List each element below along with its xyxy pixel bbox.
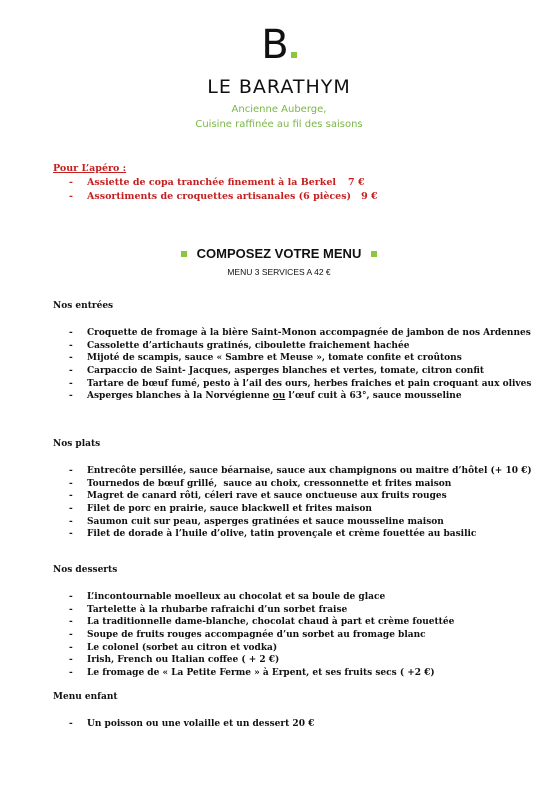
item-text: Tartare de bœuf fumé, pesto à l’ail des ours, herbes fraiches et pain croquant aux olives [87,378,532,389]
list-item: - Carpaccio de Saint- Jacques, asperges blanches et vertes, tomate, citron confit [69,366,485,377]
list-item: - Croquette de fromage à la bière Saint-Monon accompagnée de jambon de nos Ardennes [69,328,531,339]
item-text: La traditionnelle dame-blanche, chocolat chaud à part et crème fouettée [87,617,455,628]
section-title: Nos plats [53,439,101,449]
item-text: Un poisson ou une volaille et un dessert 20 € [87,719,315,730]
apero-title: Pour L’apéro : [53,163,127,174]
item-text-underlined: ou [272,391,286,402]
apero-item-name: Assiette de copa tranchée finement à la Berkel [87,176,337,188]
section-title: Menu enfant [53,692,118,702]
desserts-list [53,591,454,679]
list-item: - Tournedos de bœuf grillé, sauce au choix, cressonnette et frites maison [69,478,452,489]
item-text: Mijoté de scampis, sauce « Sambre et Meuse », tomate confite et croûtons [87,353,462,364]
apero-item-price: 7 € [348,176,365,188]
tagline-line-1: Ancienne Auberge, [231,104,327,115]
list-item: - Le colonel (sorbet au citron et vodka) [69,642,278,653]
item-text: Le colonel (sorbet au citron et vodka) [87,642,278,653]
compose-subtitle: MENU 3 SERVICES A 42 € [227,267,331,277]
apero-item [53,189,378,203]
apero-item-price: 9 € [361,190,378,202]
item-text: Filet de dorade à l’huile d’olive, tatin provençale et crème fouettée au basilic [87,529,477,540]
apero-section [53,163,378,203]
bullet-dash: - [69,176,73,188]
item-text: Tournedos de bœuf grillé, sauce au choix, cressonnette et frites maison [87,478,452,489]
section-title: Nos desserts [53,565,118,575]
item-text: L’incontournable moelleux au chocolat et sa boule de glace [87,592,386,603]
list-item: - Tartare de bœuf fumé, pesto à l’ail des ours, herbes fraiches et pain croquant aux olives [69,378,532,389]
brand-name: LE BARATHYM [207,76,351,98]
list-item: - Saumon cuit sur peau, asperges gratinées et sauce mousseline maison [69,516,444,527]
item-text-part: l’œuf cuit à 63°, sauce mousseline [285,391,462,402]
list-item: - Tartelette à la rhubarbe rafraichi d’un sorbet fraise [69,604,348,615]
item-text: Croquette de fromage à la bière Saint-Monon accompagnée de jambon de nos Ardennes [87,328,531,339]
logo [0,22,558,68]
list-item: - Filet de porc en prairie, sauce blackwell et frites maison [69,504,372,515]
list-item: - Soupe de fruits rouges accompagnée d’un sorbet au fromage blanc [69,630,426,641]
apero-item-name: Assortiments de croquettes artisanales (6 pièces) [87,190,352,202]
list-item: - Filet de dorade à l’huile d’olive, tatin provençale et crème fouettée au basilic [69,529,477,540]
green-square-icon [371,251,377,257]
item-text-part: Asperges blanches à la Norvégienne [87,391,273,402]
item-text: Entrecôte persillée, sauce béarnaise, sauce aux champignons ou maitre d’hôtel (+ 10 €) [87,466,532,477]
compose-header [0,245,558,277]
item-text: Saumon cuit sur peau, asperges gratinées et sauce mousseline maison [87,516,444,527]
plats-section [53,439,532,541]
apero-item [53,175,378,189]
list-item: - Entrecôte persillée, sauce béarnaise, sauce aux champignons ou maitre d’hôtel (+ 10 €) [69,466,532,477]
bullet-dash: - [69,190,73,202]
entrees-section [53,301,531,403]
plats-list [53,465,532,541]
desserts-section [53,565,454,679]
item-text: Tartelette à la rhubarbe rafraichi d’un sorbet fraise [87,604,348,615]
tagline-line-2: Cuisine raffinée au fil des saisons [195,119,363,130]
list-item: - L’incontournable moelleux au chocolat et sa boule de glace [69,592,386,603]
list-item: - Un poisson ou une volaille et un dessert 20 € [69,719,315,730]
item-text: Cassolette d’artichauts gratinés, ciboulette fraichement hachée [87,340,410,351]
item-text: Magret de canard rôti, céleri rave et sauce onctueuse aux fruits rouges [87,491,447,502]
item-text: Irish, French ou Italian coffee ( + 2 €) [87,655,280,666]
list-item: - Le fromage de « La Petite Ferme » à Erpent, et ses fruits secs ( +2 €) [69,667,435,678]
section-title: Nos entrées [53,301,114,311]
logo-letter: B [261,22,289,68]
enfant-list [53,718,314,731]
enfant-section [53,692,314,731]
list-item: - Irish, French ou Italian coffee ( + 2 €) [69,655,280,666]
list-item: - Magret de canard rôti, céleri rave et sauce onctueuse aux fruits rouges [69,491,447,502]
item-text: Carpaccio de Saint- Jacques, asperges blanches et vertes, tomate, citron confit [87,366,485,377]
item-text: Soupe de fruits rouges accompagnée d’un sorbet au fromage blanc [87,630,426,641]
item-text: Le fromage de « La Petite Ferme » à Erpent, et ses fruits secs ( +2 €) [87,667,435,678]
entrees-list [53,327,531,403]
list-item: - Cassolette d’artichauts gratinés, ciboulette fraichement hachée [69,340,410,351]
item-text [87,391,462,401]
compose-title: COMPOSEZ VOTRE MENU [196,246,362,261]
logo-dot-icon [291,52,297,58]
item-text: Filet de porc en prairie, sauce blackwell et frites maison [87,504,372,515]
list-item: - La traditionnelle dame-blanche, chocolat chaud à part et crème fouettée [69,617,455,628]
green-square-icon [181,251,187,257]
list-item: - Asperges blanches à la Norvégienne ou l’œuf cuit à 63°, sauce mousseline [69,391,462,402]
tagline [0,102,558,132]
list-item: - Mijoté de scampis, sauce « Sambre et Meuse », tomate confite et croûtons [69,353,462,364]
